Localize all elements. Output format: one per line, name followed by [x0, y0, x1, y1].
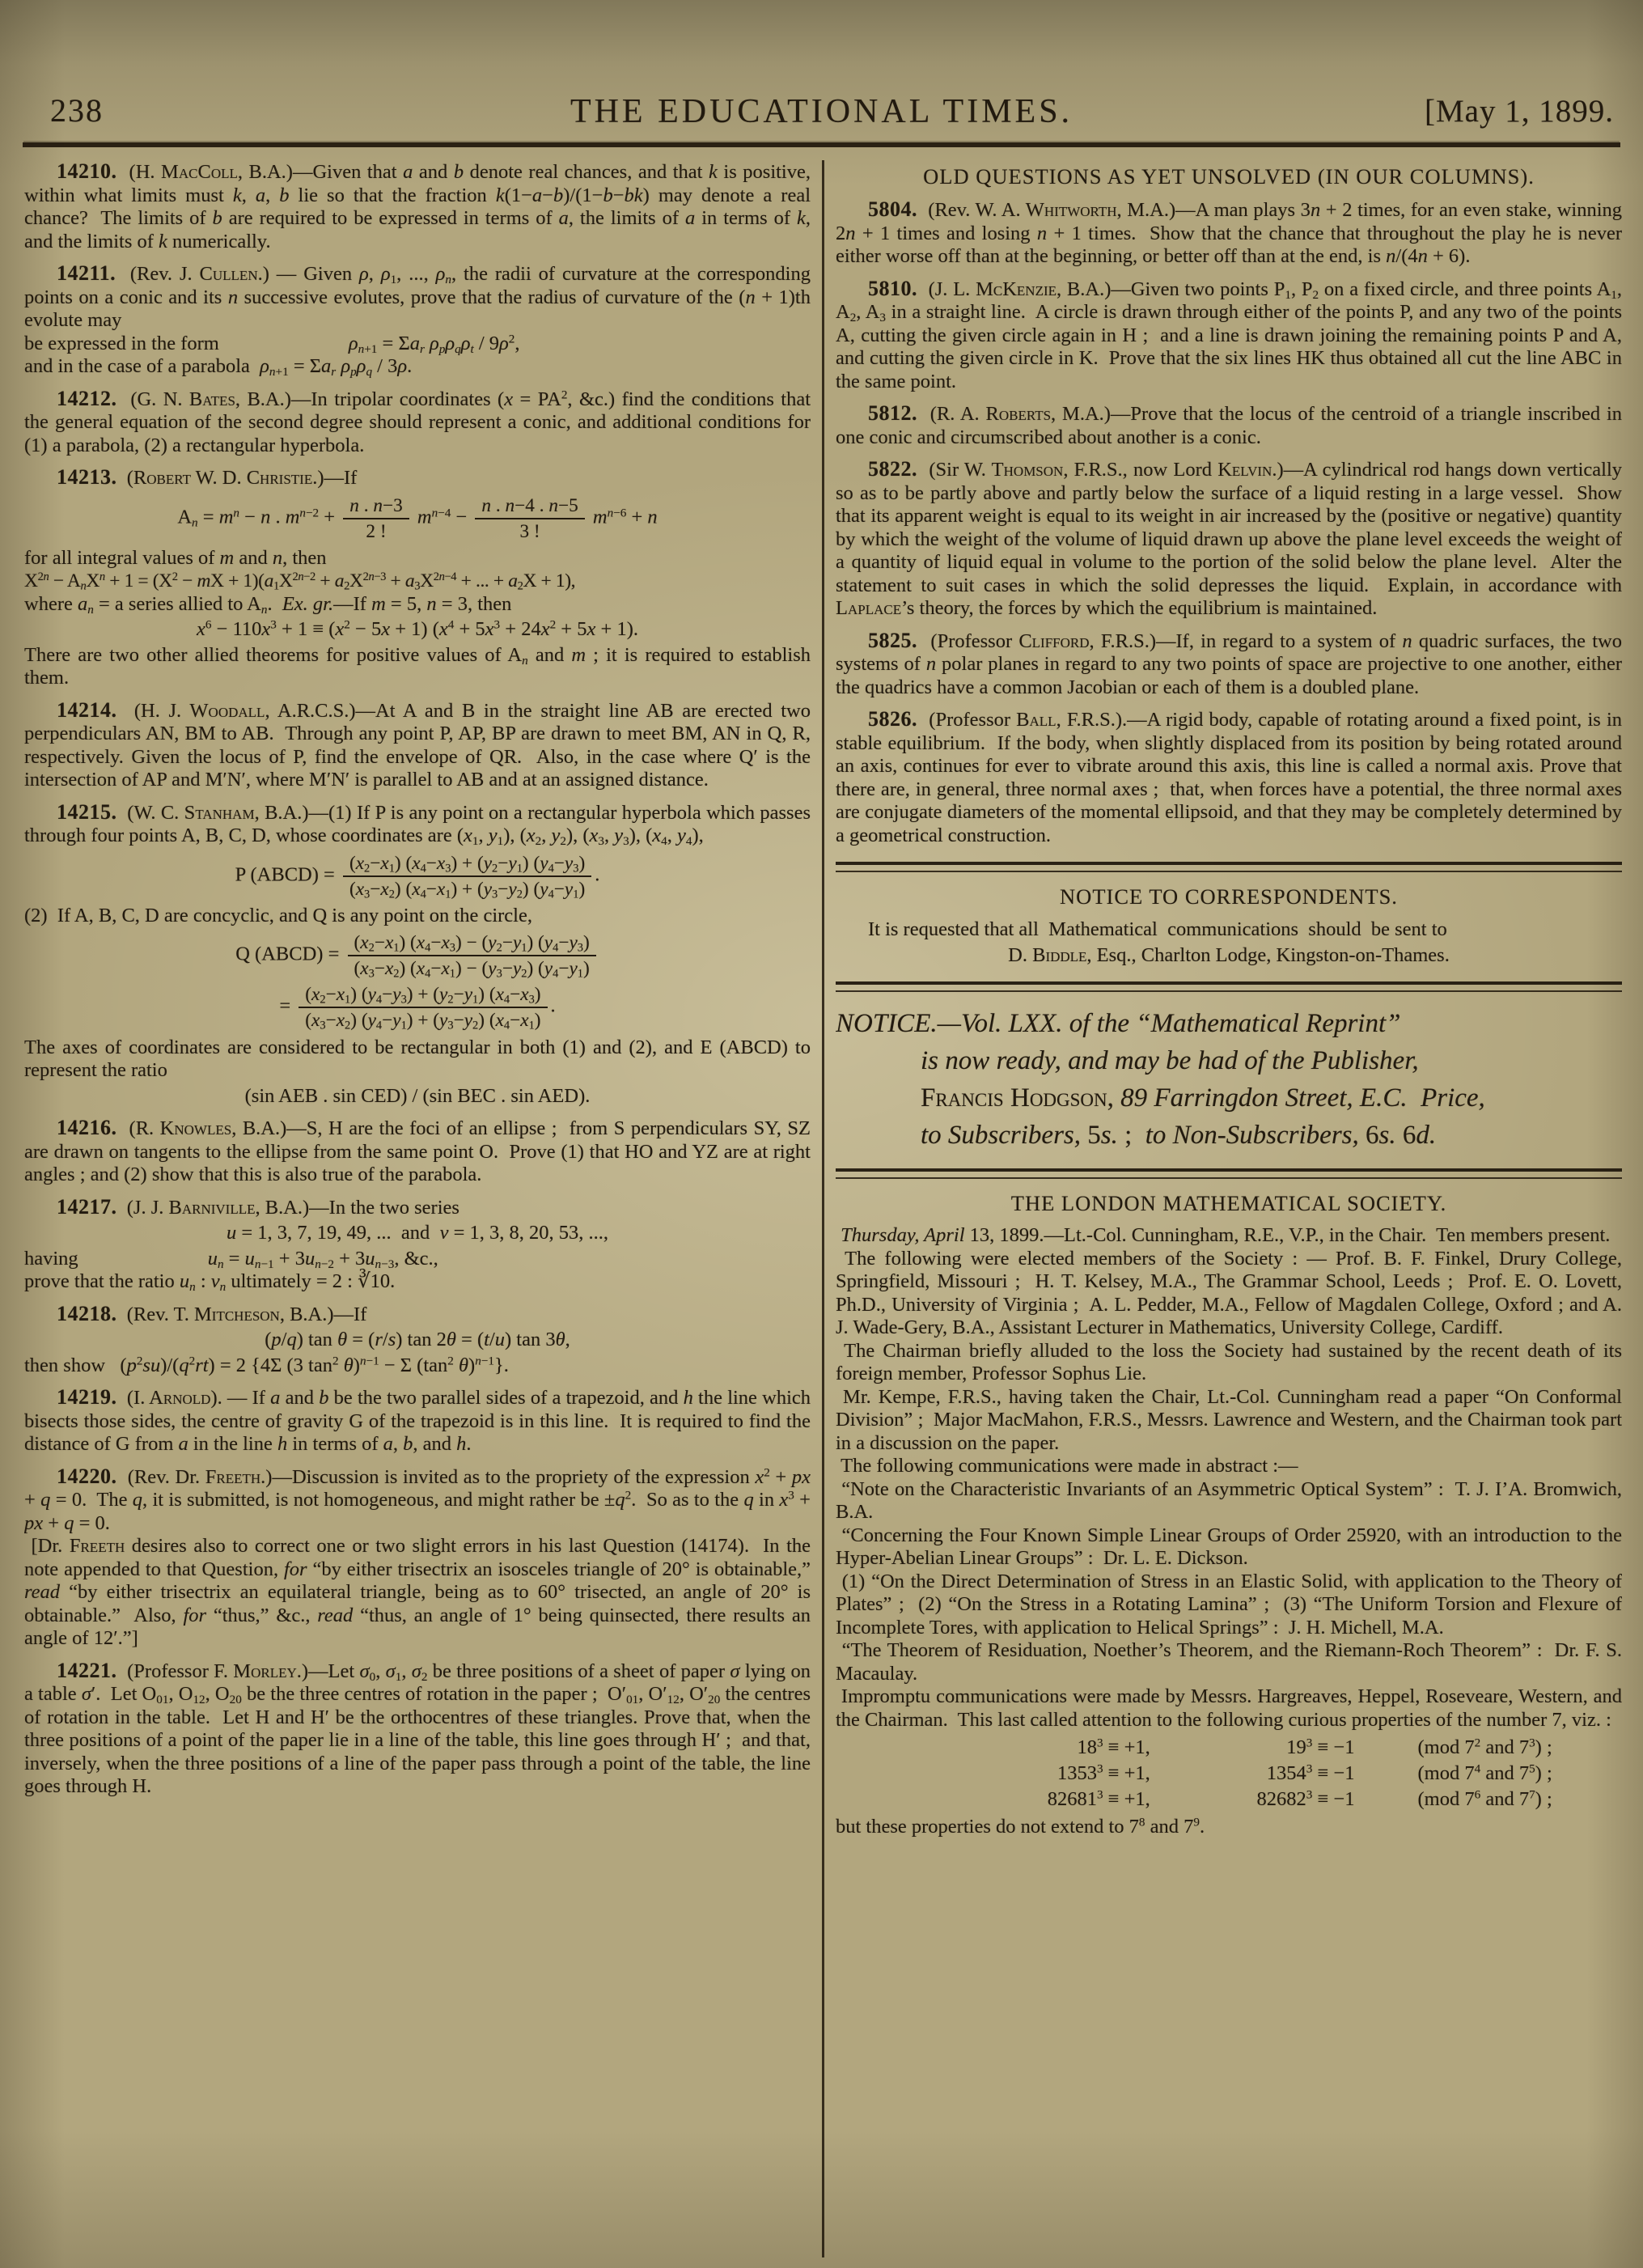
section-heading-lms: THE LONDON MATHEMATICAL SOCIETY. [1010, 1191, 1447, 1215]
problem-5804: 5804. (Rev. W. A. Whitworth, M.A.)—A man plays 3n + 2 times, for an even stake, winning 2n + 1 times and losing n + 1 times. Show that the chance that throughout the play he is never either worse off than at the beginning, or better off than at the end, is n/(4n + 6). [836, 197, 1622, 267]
reprint-notice [836, 1005, 1622, 1154]
problem-14218-formula-1: (p/q) tan θ = (r/s) tan 2θ = (t/u) tan 3θ, [265, 1329, 570, 1350]
correspondents-text: It is requested that all Mathematical communications should be sent to [868, 918, 1447, 940]
congruence-cell: $19^3 \equiv -1$ [1286, 1736, 1355, 1758]
two-column-layout [0, 147, 1643, 2257]
notice-line: Francis Hodgson, 89 Farringdon Street, E.C. Price, [921, 1083, 1485, 1113]
congruence-row [836, 1787, 1622, 1812]
left-column [24, 160, 811, 2257]
lms-paper-4: “The Theorem of Residuation, Noether’s Theorem, and the Riemann-Roch Theorem” : Dr. F. S. Macaulay. [836, 1639, 1622, 1685]
journal-title: THE EDUCATIONAL TIMES. [570, 93, 1073, 130]
problem-14211-formula-1: be expressed in the form $\rho_{n+1} = \Sigma a_r$ $\rho_p\rho_q\rho_t / 9\rho^2$, [24, 332, 520, 356]
page-number: 238 [50, 92, 104, 129]
lms-kempe: Mr. Kempe, F.R.S., having taken the Chair, Lt.-Col. Cunningham read a paper “On Conformal Division” ; Major MacMahon, F.R.S., Messrs. Lawrence and Western, and the Chairman took part in a discussion on the paper. [836, 1385, 1622, 1454]
problem-14213-formula-An: $A_n = m^n - n$ . $m^{n-2}$ + $\frac{n . n-3}{2 !}$ $m^{n-4}$ − $\frac{n . n-4 . n-5}{3 !}$ $m^{n-6} + n$ [177, 494, 658, 542]
column-divider [822, 160, 824, 2257]
problem-14217: 14217. (J. J. Barniville, B.A.)—In the two series [57, 1194, 459, 1219]
correspondents-address: D. Biddle, Esq., Charlton Lodge, Kingston-on-Thames. [1008, 943, 1450, 966]
problem-14210: 14210. (H. MacColl, B.A.)—Given that a and b denote real chances, and that k is positive, within what limits must k, a, b lie so that the fraction k(1−a−b)/(1−b−bk) may denote a real chance? The limits of b are required to be expressed in terms of a, the limits of a in terms of k, and the limits of k numerically. [24, 160, 811, 252]
notice-line: to Subscribers, 5s. ; to Non-Subscribers, 6s. 6d. [921, 1121, 1437, 1150]
right-column [836, 160, 1622, 2257]
problem-14213-text-1: for all integral values of m and n, then [24, 546, 327, 569]
problem-14213-text-3: There are two other allied theorems for positive values of $A_n$ and m ; it is required to establish them. [24, 643, 811, 689]
problem-14216: 14216. (R. Knowles, B.A.)—S, H are the foci of an ellipse ; from S perpendiculars SY, SZ are drawn on tangents to the ellipse from the same point O. Prove (1) that HO and YZ are at right angles ; and (2) show that this is also true of the parabola. [24, 1116, 811, 1185]
lms-elected: The following were elected members of the Society : — Prof. B. F. Finkel, Drury College, Springfield, Missouri ; H. T. Kelsey, M.A., The Grammar School, Leeds ; Prof. E. O. Lovett, Ph.D., University of Virginia ; A. L. Pedder, M.A., Fellow of Magdalen College, Oxford ; and A. J. Wade-Gery, B.A., Assistant Lecturer in Mathematics, University College, Cardiff. [836, 1247, 1622, 1338]
congruence-cell: $82682^3 \equiv -1$ [1256, 1787, 1355, 1810]
notice-line: is now ready, and may be had of the Publisher, [921, 1046, 1419, 1075]
problem-14218: 14218. (Rev. T. Mitcheson, B.A.)—If [57, 1301, 367, 1325]
congruence-cell: (mod $7^4$ and $7^5$) ; [1417, 1761, 1552, 1784]
number-seven-properties [836, 1735, 1622, 1812]
problem-14220-note: [Dr. Freeth desires also to correct one or two slight errors in his last Question (14174). In the note appended to that Question, for “by either trisectrix an isosceles triangle of 20° is obtainable,” read “by either trisectrix an equilateral triangle, being as to 60° trisected, an angle of 20° is obtainable.” Also, for “thus,” &c., read “thus, an angle of 1° being quinsected, there results an angle of 12′.”] [24, 1535, 811, 1649]
problem-5812: 5812. (R. A. Roberts, M.A.)—Prove that the locus of the centroid of a triangle inscribed in one conic and circumscribed about another is a conic. [836, 401, 1622, 448]
separator-rule-2 [836, 981, 1622, 992]
problem-5825: 5825. (Professor Clifford, F.R.S.)—If, in regard to a system of n quadric surfaces, the two systems of n polar planes in regard to any two points of space are projective to one another, either the quadrics have a common Jacobian or each of them is a doubled plane. [836, 628, 1622, 698]
problem-14219: 14219. (I. Arnold). — If a and b be the two parallel sides of a trapezoid, and h the line which bisects those sides, the centre of gravity G of the trapezoid is in this line. It is required to find the distance of G from a in the line h in terms of a, b, and h. [24, 1385, 811, 1455]
problem-14217-having: having $u_n = u_{n-1} + 3u_{n-2} + 3u_{n-3}$, &c., [24, 1247, 438, 1271]
problem-14215-formula-Q1: Q (ABCD) = $\frac{(x_2-x_1) (x_4-x_3) - (y_2-y_1) (y_4-y_3)}{(x_3-x_2) (x_4-x_1) - (y_3-y_2) (y_4-y_1)}$ [24, 932, 811, 979]
problem-14218-formula-2: then show $(p^2su)/(q^2rt) = 2$ {4Σ (3 $\tan^2 \theta)^{n-1} - \Sigma$ ($\tan^2$ θ)$^{n-1}$}. [24, 1354, 509, 1376]
congruence-cell: $1354^3 \equiv -1$ [1266, 1761, 1355, 1784]
congruence-cell: $18^3 \equiv +1$, [1077, 1736, 1150, 1758]
problem-14215-text-3: The axes of coordinates are considered to be rectangular in both (1) and (2), and E (ABCD) to represent the ratio [24, 1036, 811, 1081]
lms-meeting: Thursday, April 13, 1899.—Lt.-Col. Cunningham, R.E., V.P., in the Chair. Ten members present. [841, 1224, 1611, 1246]
congruence-cell: (mod $7^6$ and $7^7$) ; [1417, 1787, 1552, 1810]
problem-14221: 14221. (Professor F. Morley.)—Let $\sigma_0$, $\sigma_1$, $\sigma_2$ be three positions of a sheet of paper σ lying on a table σ′. Let $O_{01}$, $O_{12}$, $O_{20}$ be the three centres of rotation in the paper ; $O'_{01}$, $O'_{12}$, $O'_{20}$ the centres of rotation in the table. Let H and H′ be the orthocentres of these triangles. Prove that, when the three positions of a point of the paper lie in a line of the table, this line goes through H′ ; and that, inversely, when the three positions of a line of the paper pass through a point of the table, the line goes through H. [24, 1658, 811, 1797]
congruence-cell: (mod $7^2$ and $7^3$) ; [1417, 1736, 1552, 1758]
problem-5810: 5810. (J. L. McKenzie, B.A.)—Given two points $P_1$, $P_2$ on a fixed circle, and three points $A_1$, $A_2$, $A_3$ in a straight line. A circle is drawn through either of the points P, and any two of the points A, cutting the given circle again in H ; and a line is drawn joining the remaining points P and A, and cutting the given circle in K. Prove that the six lines HK thus obtained all cut the line ABC in the same point. [836, 276, 1622, 392]
problem-14215-formula-P: P (ABCD) = $\frac{(x_2-x_1) (x_4-x_3) + (y_2-y_1) (y_4-y_3)}{(x_3-x_2) (x_4-x_1) + (y_3-y_2) (y_4-y_1)}$ . [235, 852, 600, 901]
notice-line: NOTICE.—Vol. LXX. of the “Mathematical Reprint” [836, 1009, 1401, 1038]
problem-14215-text-2: (2) If A, B, C, D are concyclic, and Q is any point on the circle, [24, 904, 532, 926]
problem-5826: 5826. (Professor Ball, F.R.S.).—A rigid body, capable of rotating around a fixed point, is in stable equilibrium. If the body, when slightly displaced from its position by being rotated around an axis, continues for ever to vibrate around this axis, this line is called a normal axis. Prove that there are, in general, three normal axes ; that, when forces have a potential, the three normal axes are conjugate diameters of the momental ellipsoid, and that they may be completely determined by a geometrical construction. [836, 707, 1622, 846]
congruence-cell: $82681^3 \equiv +1$, [1047, 1787, 1150, 1810]
problem-14214: 14214. (H. J. Woodall, A.R.C.S.)—At A and B in the straight line AB are erected two perpendiculars AN, BM to AB. Through any point P, AP, BP are drawn to meet BM, AN in Q, R, respectively. Given the locus of P, find the envelope of QR. Also, in the case where Q′ is the intersection of AP and M′N′, where M′N′ is parallel to AB and at an assigned distance. [24, 697, 811, 791]
problem-14211-formula-2: and in the case of a parabola $\rho_{n+1} = \Sigma a_r$ $\rho_p\rho_q / 3\rho$. [24, 355, 413, 379]
lms-chairman: The Chairman briefly alluded to the loss the Society had sustained by the recent death of its foreign member, Professor Sophus Lie. [836, 1339, 1622, 1384]
problem-14213: 14213. (Robert W. D. Christie.)—If [57, 465, 358, 489]
problem-5822: 5822. (Sir W. Thomson, F.R.S., now Lord Kelvin.)—A cylindrical rod hangs down vertically so as to be partly above and partly below the surface of a liquid resting in a large vessel. Show that its apparent weight is equal to its weight in air increased by the (positive or negative) quantity by which the weight of the volume of liquid drawn up above the plane level exceeds the weight of a quantity of liquid equal in volume to the portion of the solid below the plane level. Alter the statement to suit cases in which the solid depresses the liquid. Explain, in accordance with Laplace’s theory, the forces by which the equilibrium is maintained. [836, 457, 1622, 619]
problem-14215-formula-Q2: = $\frac{(x_2-x_1) (y_4-y_3) + (y_2-y_1) (x_4-x_3)}{(x_3-x_2) (y_4-y_1) + (y_3-y_2) (x_4-x_1)}$ . [279, 984, 556, 1033]
problem-14217-series: u = 1, 3, 7, 19, 49, ... and v = 1, 3, 8, 20, 53, ..., [226, 1222, 609, 1244]
problem-14212: 14212. (G. N. Bates, B.A.)—In tripolar coordinates ($x = PA^2$, &c.) find the conditions that the general equation of the second degree should represent a conic, and additional conditions for (1) a parabola, (2) a rectangular hyperbola. [24, 386, 811, 456]
problem-14213-text-2: where $a_n = a$ series allied to $A_n$. Ex. gr.—If m = 5, n = 3, then [24, 592, 512, 617]
section-heading-old-questions: OLD QUESTIONS AS YET UNSOLVED (IN OUR COLUMNS). [923, 164, 1535, 189]
lms-communications: The following communications were made in abstract :— [836, 1455, 1298, 1477]
problem-14215-formula-sin: (sin AEB . sin CED) / (sin BEC . sin AED). [244, 1084, 591, 1107]
problem-14213-formula-X: $X^{2n} - A_nX^n + 1 = (X^2$ − mX + $1)(a_1X^{2n-2} + a_2X^{2n-3} + a_3X^{2n-4}$ + ... + $a_2X + 1$), [24, 570, 576, 593]
problem-14211: 14211. (Rev. J. Cullen.) — Given ρ, $\rho_1$, ..., $\rho_n$, the radii of curvature at the corresponding points on a conic and its n successive evolutes, prove that the radius of curvature of the (n + 1)th evolute may [24, 261, 811, 331]
problem-14213-formula-x6: $x^6 - 110x^3 + 1 \equiv (x^2 - 5x + 1) (x^4 + 5x^3 + 24x^2 + 5x + 1)$. [197, 617, 638, 641]
page-header [24, 0, 1619, 134]
lms-impromptu: Impromptu communications were made by Messrs. Hargreaves, Heppel, Roseveare, Western, and the Chairman. This last called attention to the following curious properties of the number 7, viz. : [836, 1685, 1622, 1731]
problem-14215: 14215. (W. C. Stanham, B.A.)—(1) If P is any point on a rectangular hyperbola which passes through four points A, B, C, D, whose coordinates are ($x_1$, $y_1$), ($x_2$, $y_2$), ($x_3$, $y_3$), ($x_4$, $y_4$), [24, 799, 811, 848]
congruence-row [836, 1761, 1622, 1787]
section-heading-notice-correspondents: NOTICE TO CORRESPONDENTS. [1060, 884, 1398, 909]
problem-14220: 14220. (Rev. Dr. Freeth.)—Discussion is invited as to the propriety of the expression $x^2$ + px + q = 0. The q, it is submitted, is not homogeneous, and might rather be $\pm q^2$. So as to the q in $x^3$ + px + q = 0. [24, 1464, 811, 1534]
congruence-cell: $1353^3 \equiv +1$, [1057, 1761, 1150, 1784]
issue-date: [May 1, 1899. [1425, 94, 1614, 129]
separator-rule-3 [836, 1168, 1622, 1179]
lms-paper-1: “Note on the Characteristic Invariants of an Asymmetric Optical System” : T. J. I’A. Bromwich, B.A. [836, 1477, 1622, 1523]
congruence-row [836, 1735, 1622, 1761]
lms-paper-3: (1) “On the Direct Determination of Stress in an Elastic Solid, with application to the Theory of Plates” ; (2) “On the Stress in a Rotating Lamina” ; (3) “The Uniform Torsion and Flexure of Incomplete Tores, with application to Helical Springs” : J. H. Michell, M.A. [836, 1570, 1622, 1638]
lms-final: but these properties do not extend to $7^8$ and $7^9$. [836, 1815, 1205, 1838]
problem-14217-ratio: prove that the ratio $u_n$ : $v_n$ ultimately = 2 : ∛10. [24, 1270, 396, 1294]
separator-rule-1 [836, 862, 1622, 872]
lms-paper-2: “Concerning the Four Known Simple Linear Groups of Order 25920, with an introduction to the Hyper-Abelian Linear Groups” : Dr. L. E. Dickson. [836, 1524, 1622, 1569]
